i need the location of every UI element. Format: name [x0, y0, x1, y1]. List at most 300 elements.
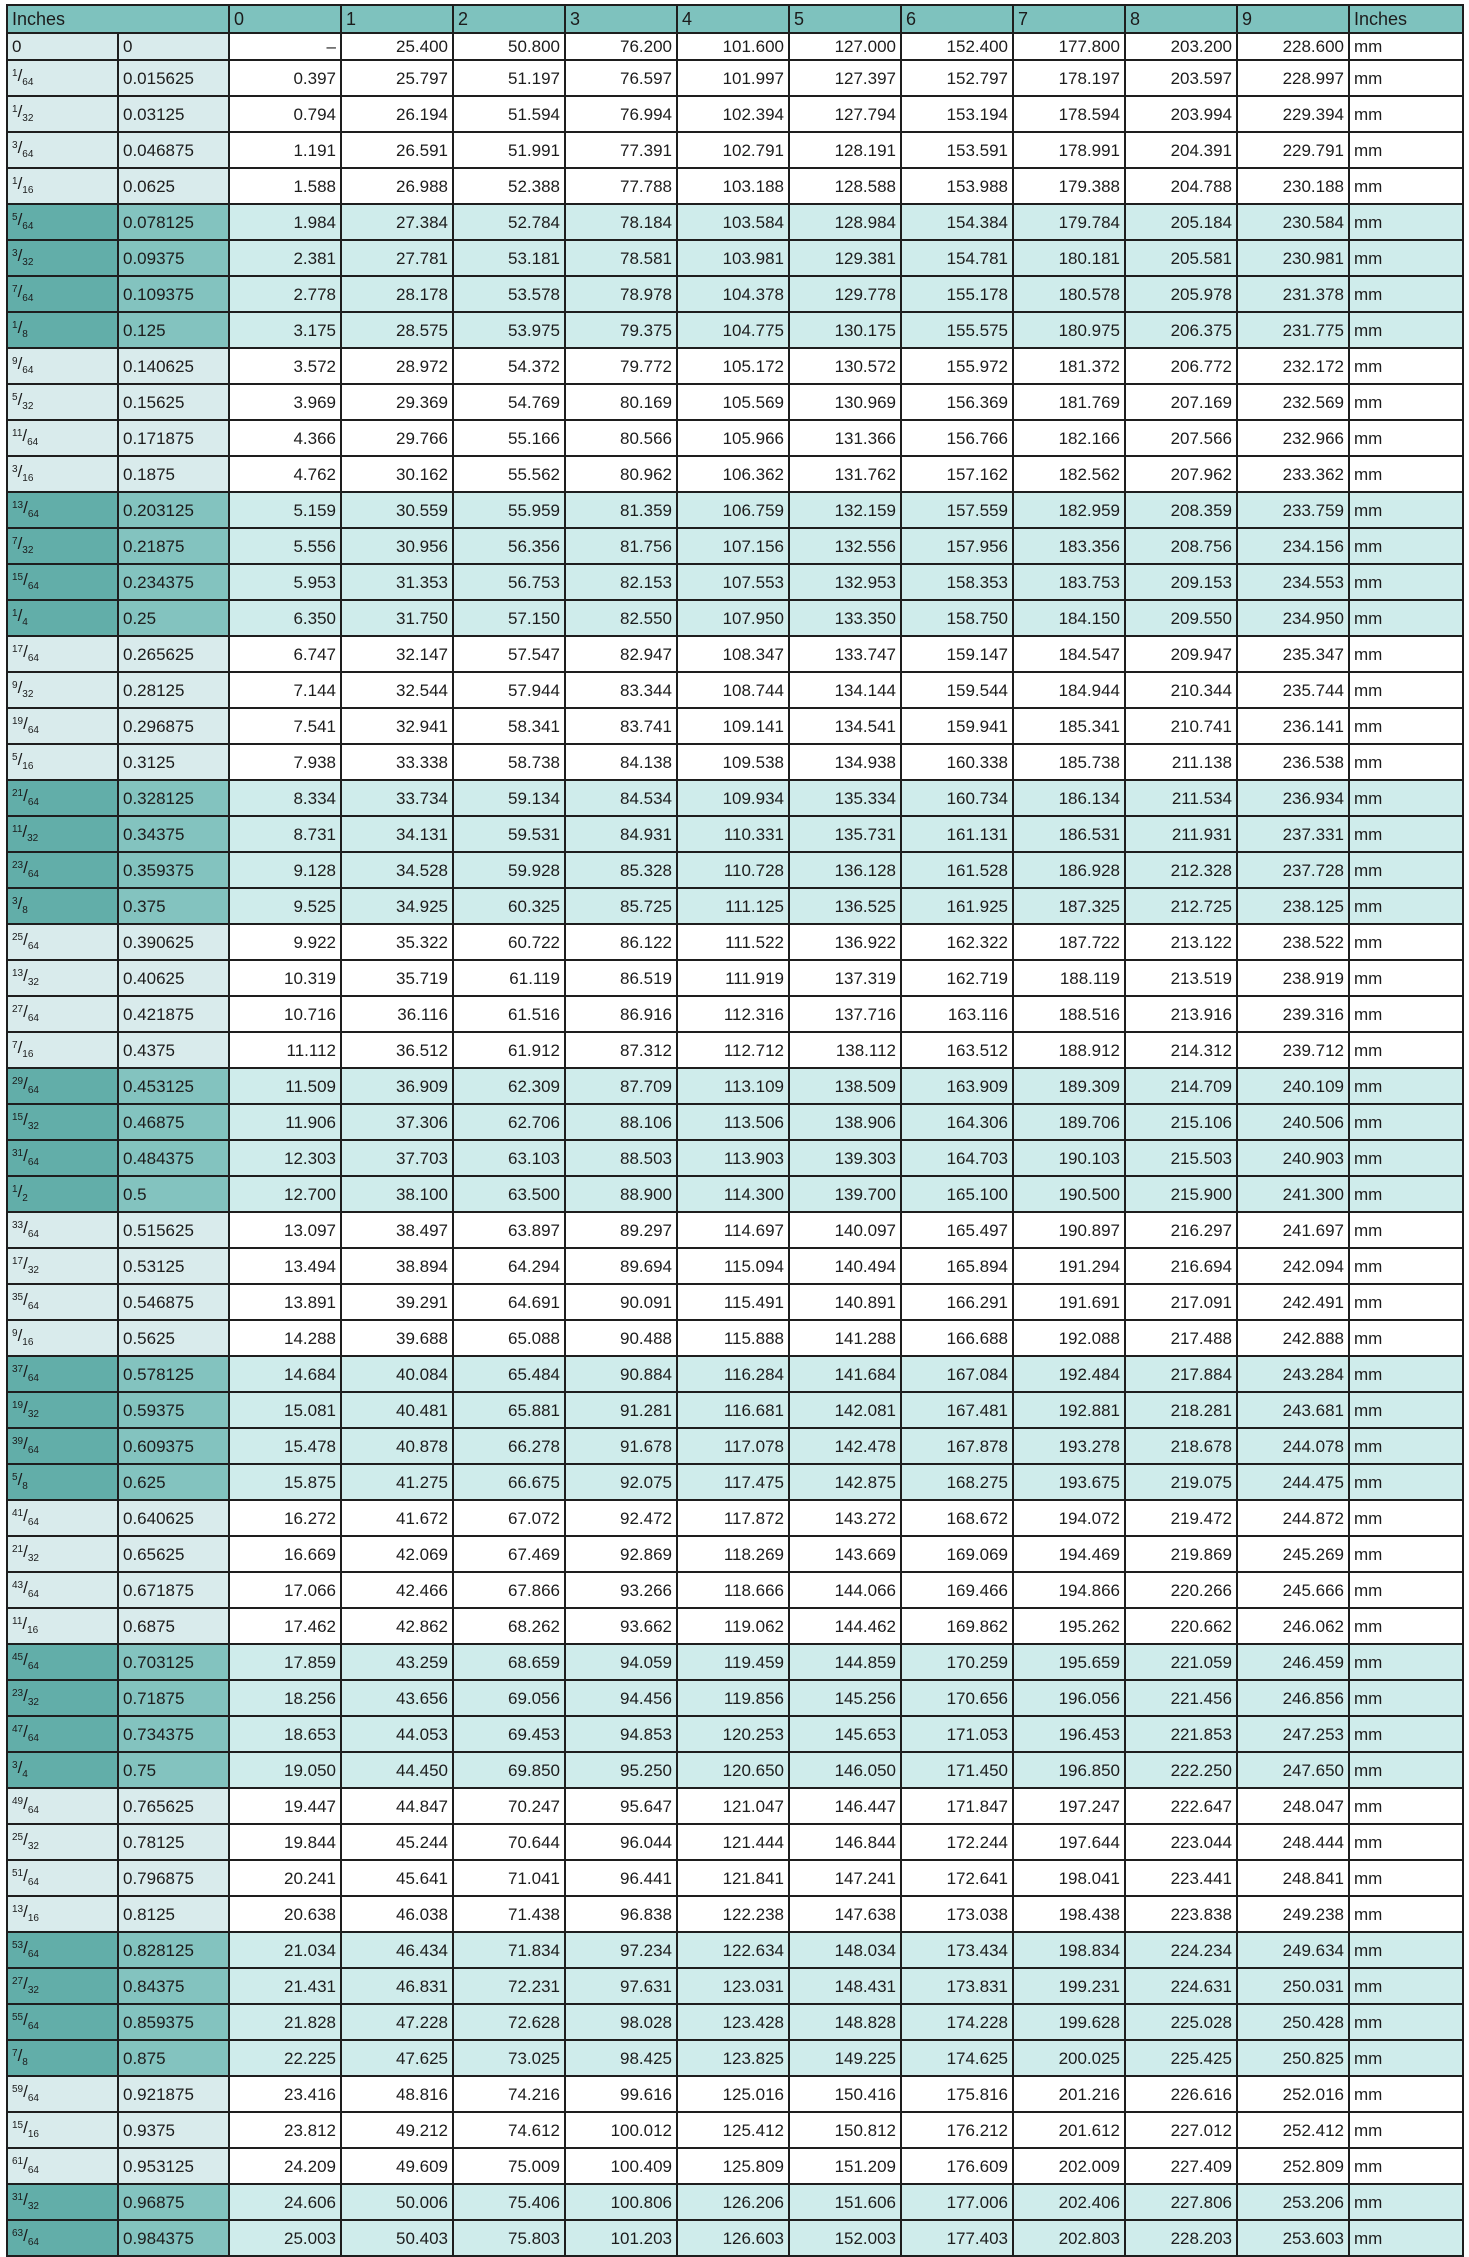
mm-value-cell: 28.972: [341, 348, 453, 384]
mm-value-cell: 9.128: [229, 852, 341, 888]
mm-value-cell: 150.416: [789, 2076, 901, 2112]
mm-value-cell: 25.003: [229, 2220, 341, 2256]
unit-cell: mm: [1349, 1536, 1463, 1572]
mm-value-cell: 240.903: [1237, 1140, 1349, 1176]
fraction-cell: $^{63}/_{64}$: [7, 2220, 118, 2256]
mm-value-cell: 155.972: [901, 348, 1013, 384]
mm-value-cell: 121.047: [677, 1788, 789, 1824]
mm-value-cell: 228.600: [1237, 33, 1349, 60]
mm-value-cell: 28.178: [341, 276, 453, 312]
fraction-cell: $^{43}/_{64}$: [7, 1572, 118, 1608]
mm-value-cell: 43.259: [341, 1644, 453, 1680]
mm-value-cell: 192.088: [1013, 1320, 1125, 1356]
mm-value-cell: 74.216: [453, 2076, 565, 2112]
decimal-cell: 0.46875: [118, 1104, 229, 1140]
mm-value-cell: 114.300: [677, 1176, 789, 1212]
mm-value-cell: 53.578: [453, 276, 565, 312]
mm-value-cell: 200.025: [1013, 2040, 1125, 2076]
mm-value-cell: 17.462: [229, 1608, 341, 1644]
mm-value-cell: 224.234: [1125, 1932, 1237, 1968]
mm-value-cell: 156.766: [901, 420, 1013, 456]
mm-value-cell: 37.306: [341, 1104, 453, 1140]
mm-value-cell: 10.319: [229, 960, 341, 996]
mm-value-cell: 101.600: [677, 33, 789, 60]
mm-value-cell: 32.147: [341, 636, 453, 672]
unit-cell: mm: [1349, 1572, 1463, 1608]
decimal-cell: 0.421875: [118, 996, 229, 1032]
mm-value-cell: 103.188: [677, 168, 789, 204]
mm-value-cell: 106.759: [677, 492, 789, 528]
mm-value-cell: 32.544: [341, 672, 453, 708]
mm-value-cell: 54.372: [453, 348, 565, 384]
fraction-cell: $^{11}/_{32}$: [7, 816, 118, 852]
header-inches-label-right: Inches: [1349, 5, 1463, 33]
fraction-cell: $^{33}/_{64}$: [7, 1212, 118, 1248]
unit-cell: mm: [1349, 960, 1463, 996]
mm-value-cell: 105.569: [677, 384, 789, 420]
mm-value-cell: 109.538: [677, 744, 789, 780]
mm-value-cell: 23.416: [229, 2076, 341, 2112]
mm-value-cell: 166.688: [901, 1320, 1013, 1356]
mm-value-cell: 130.175: [789, 312, 901, 348]
fraction-cell: $^{13}/_{32}$: [7, 960, 118, 996]
fraction-cell: $^1/_4$: [7, 600, 118, 636]
mm-value-cell: 234.156: [1237, 528, 1349, 564]
mm-value-cell: 213.122: [1125, 924, 1237, 960]
mm-value-cell: 2.778: [229, 276, 341, 312]
mm-value-cell: 11.112: [229, 1032, 341, 1068]
table-row: [7, 384, 1463, 420]
mm-value-cell: 169.069: [901, 1536, 1013, 1572]
header-col-8: 8: [1125, 5, 1237, 33]
decimal-cell: 0.359375: [118, 852, 229, 888]
mm-value-cell: 7.144: [229, 672, 341, 708]
mm-value-cell: 53.975: [453, 312, 565, 348]
fraction-cell: $^{53}/_{64}$: [7, 1932, 118, 1968]
decimal-cell: 0.96875: [118, 2184, 229, 2220]
mm-value-cell: 193.675: [1013, 1464, 1125, 1500]
mm-value-cell: 34.925: [341, 888, 453, 924]
mm-value-cell: 65.484: [453, 1356, 565, 1392]
mm-value-cell: 249.634: [1237, 1932, 1349, 1968]
mm-value-cell: 84.138: [565, 744, 677, 780]
header-col-1: 1: [341, 5, 453, 33]
mm-value-cell: 173.038: [901, 1896, 1013, 1932]
mm-value-cell: 18.256: [229, 1680, 341, 1716]
mm-value-cell: 148.431: [789, 1968, 901, 2004]
mm-value-cell: 228.203: [1125, 2220, 1237, 2256]
fraction-cell: $^5/_{32}$: [7, 384, 118, 420]
mm-value-cell: 75.406: [453, 2184, 565, 2220]
decimal-cell: 0: [118, 33, 229, 60]
fraction-cell: $^3/_{64}$: [7, 132, 118, 168]
mm-value-cell: 36.116: [341, 996, 453, 1032]
fraction-cell: $^5/_{16}$: [7, 744, 118, 780]
mm-value-cell: 15.875: [229, 1464, 341, 1500]
mm-value-cell: 146.844: [789, 1824, 901, 1860]
mm-value-cell: 191.691: [1013, 1284, 1125, 1320]
mm-value-cell: 42.069: [341, 1536, 453, 1572]
decimal-cell: 0.484375: [118, 1140, 229, 1176]
mm-value-cell: 40.878: [341, 1428, 453, 1464]
mm-value-cell: 217.091: [1125, 1284, 1237, 1320]
mm-value-cell: 241.697: [1237, 1212, 1349, 1248]
mm-value-cell: 36.512: [341, 1032, 453, 1068]
table-row: [7, 1248, 1463, 1284]
mm-value-cell: 176.212: [901, 2112, 1013, 2148]
mm-value-cell: 190.500: [1013, 1176, 1125, 1212]
mm-value-cell: 0.794: [229, 96, 341, 132]
mm-value-cell: 55.166: [453, 420, 565, 456]
mm-value-cell: 9.922: [229, 924, 341, 960]
unit-cell: mm: [1349, 2040, 1463, 2076]
mm-value-cell: 233.759: [1237, 492, 1349, 528]
mm-value-cell: 122.634: [677, 1932, 789, 1968]
fraction-cell: $^3/_{32}$: [7, 240, 118, 276]
mm-value-cell: 238.919: [1237, 960, 1349, 996]
mm-value-cell: 11.906: [229, 1104, 341, 1140]
mm-value-cell: 40.481: [341, 1392, 453, 1428]
fraction-cell: $^{25}/_{32}$: [7, 1824, 118, 1860]
mm-value-cell: 92.472: [565, 1500, 677, 1536]
mm-value-cell: 137.716: [789, 996, 901, 1032]
mm-value-cell: 72.628: [453, 2004, 565, 2040]
fraction-cell: $^{39}/_{64}$: [7, 1428, 118, 1464]
mm-value-cell: 63.103: [453, 1140, 565, 1176]
decimal-cell: 0.984375: [118, 2220, 229, 2256]
fraction-cell: $^{35}/_{64}$: [7, 1284, 118, 1320]
fraction-cell: $^{17}/_{64}$: [7, 636, 118, 672]
mm-value-cell: 165.100: [901, 1176, 1013, 1212]
mm-value-cell: 7.938: [229, 744, 341, 780]
mm-value-cell: 147.638: [789, 1896, 901, 1932]
mm-value-cell: 121.841: [677, 1860, 789, 1896]
mm-value-cell: 221.853: [1125, 1716, 1237, 1752]
mm-value-cell: 186.531: [1013, 816, 1125, 852]
mm-value-cell: 95.250: [565, 1752, 677, 1788]
mm-value-cell: 203.994: [1125, 96, 1237, 132]
fraction-cell: $^{31}/_{32}$: [7, 2184, 118, 2220]
mm-value-cell: 250.825: [1237, 2040, 1349, 2076]
mm-value-cell: 217.884: [1125, 1356, 1237, 1392]
decimal-cell: 0.875: [118, 2040, 229, 2076]
unit-cell: mm: [1349, 1032, 1463, 1068]
table-row: [7, 2040, 1463, 2076]
unit-cell: mm: [1349, 816, 1463, 852]
mm-value-cell: 76.200: [565, 33, 677, 60]
table-row: [7, 1500, 1463, 1536]
mm-value-cell: 64.294: [453, 1248, 565, 1284]
mm-value-cell: 186.928: [1013, 852, 1125, 888]
mm-value-cell: 108.744: [677, 672, 789, 708]
mm-value-cell: 163.909: [901, 1068, 1013, 1104]
mm-value-cell: 253.206: [1237, 2184, 1349, 2220]
mm-value-cell: 128.588: [789, 168, 901, 204]
mm-value-cell: 131.366: [789, 420, 901, 456]
decimal-cell: 0.546875: [118, 1284, 229, 1320]
mm-value-cell: 78.581: [565, 240, 677, 276]
mm-value-cell: 144.859: [789, 1644, 901, 1680]
decimal-cell: 0.078125: [118, 204, 229, 240]
mm-value-cell: 163.116: [901, 996, 1013, 1032]
header-col-4: 4: [677, 5, 789, 33]
mm-value-cell: 59.531: [453, 816, 565, 852]
mm-value-cell: 12.303: [229, 1140, 341, 1176]
mm-value-cell: 97.631: [565, 1968, 677, 2004]
mm-value-cell: 95.647: [565, 1788, 677, 1824]
mm-value-cell: 159.941: [901, 708, 1013, 744]
mm-value-cell: 120.650: [677, 1752, 789, 1788]
mm-value-cell: 239.712: [1237, 1032, 1349, 1068]
mm-value-cell: 16.272: [229, 1500, 341, 1536]
mm-value-cell: 226.616: [1125, 2076, 1237, 2112]
mm-value-cell: 100.012: [565, 2112, 677, 2148]
decimal-cell: 0.515625: [118, 1212, 229, 1248]
mm-value-cell: 117.475: [677, 1464, 789, 1500]
fraction-cell: $^5/_8$: [7, 1464, 118, 1500]
mm-value-cell: 115.888: [677, 1320, 789, 1356]
mm-value-cell: 173.831: [901, 1968, 1013, 2004]
mm-value-cell: 45.244: [341, 1824, 453, 1860]
unit-cell: mm: [1349, 996, 1463, 1032]
mm-value-cell: 196.453: [1013, 1716, 1125, 1752]
fraction-cell: $^{23}/_{64}$: [7, 852, 118, 888]
mm-value-cell: 5.556: [229, 528, 341, 564]
mm-value-cell: 116.681: [677, 1392, 789, 1428]
decimal-cell: 0.828125: [118, 1932, 229, 1968]
mm-value-cell: 197.644: [1013, 1824, 1125, 1860]
mm-value-cell: 13.494: [229, 1248, 341, 1284]
mm-value-cell: 82.153: [565, 564, 677, 600]
mm-value-cell: 123.825: [677, 2040, 789, 2076]
table-row: [7, 1212, 1463, 1248]
mm-value-cell: 66.278: [453, 1428, 565, 1464]
mm-value-cell: 237.331: [1237, 816, 1349, 852]
mm-value-cell: 177.800: [1013, 33, 1125, 60]
mm-value-cell: 13.097: [229, 1212, 341, 1248]
unit-cell: mm: [1349, 456, 1463, 492]
fraction-cell: $^1/_2$: [7, 1176, 118, 1212]
mm-value-cell: 186.134: [1013, 780, 1125, 816]
mm-value-cell: 107.553: [677, 564, 789, 600]
mm-value-cell: 30.956: [341, 528, 453, 564]
mm-value-cell: 26.194: [341, 96, 453, 132]
mm-value-cell: 198.438: [1013, 1896, 1125, 1932]
mm-value-cell: 52.388: [453, 168, 565, 204]
mm-value-cell: 22.225: [229, 2040, 341, 2076]
mm-value-cell: 100.806: [565, 2184, 677, 2220]
table-row: [7, 348, 1463, 384]
table-row: [7, 168, 1463, 204]
mm-value-cell: 110.331: [677, 816, 789, 852]
mm-value-cell: 24.209: [229, 2148, 341, 2184]
unit-cell: mm: [1349, 636, 1463, 672]
mm-value-cell: 204.391: [1125, 132, 1237, 168]
mm-value-cell: 183.753: [1013, 564, 1125, 600]
fraction-cell: $^{25}/_{64}$: [7, 924, 118, 960]
table-row: [7, 2004, 1463, 2040]
unit-cell: mm: [1349, 852, 1463, 888]
mm-value-cell: 14.288: [229, 1320, 341, 1356]
mm-value-cell: 57.547: [453, 636, 565, 672]
mm-value-cell: 151.209: [789, 2148, 901, 2184]
unit-cell: mm: [1349, 1284, 1463, 1320]
table-row: [7, 492, 1463, 528]
mm-value-cell: 48.816: [341, 2076, 453, 2112]
mm-value-cell: 170.259: [901, 1644, 1013, 1680]
mm-value-cell: 66.675: [453, 1464, 565, 1500]
fraction-cell: $^1/_{32}$: [7, 96, 118, 132]
mm-value-cell: 91.678: [565, 1428, 677, 1464]
mm-value-cell: 59.134: [453, 780, 565, 816]
mm-value-cell: 141.288: [789, 1320, 901, 1356]
mm-value-cell: 41.672: [341, 1500, 453, 1536]
mm-value-cell: 157.162: [901, 456, 1013, 492]
mm-value-cell: 185.738: [1013, 744, 1125, 780]
mm-value-cell: 38.894: [341, 1248, 453, 1284]
mm-value-cell: 221.456: [1125, 1680, 1237, 1716]
mm-value-cell: 220.662: [1125, 1608, 1237, 1644]
decimal-cell: 0.5625: [118, 1320, 229, 1356]
mm-value-cell: 209.550: [1125, 600, 1237, 636]
mm-value-cell: 12.700: [229, 1176, 341, 1212]
mm-value-cell: 79.772: [565, 348, 677, 384]
mm-value-cell: 205.978: [1125, 276, 1237, 312]
fraction-cell: $^{31}/_{64}$: [7, 1140, 118, 1176]
mm-value-cell: 75.803: [453, 2220, 565, 2256]
decimal-cell: 0.8125: [118, 1896, 229, 1932]
mm-value-cell: 176.609: [901, 2148, 1013, 2184]
mm-value-cell: 109.934: [677, 780, 789, 816]
mm-value-cell: 109.141: [677, 708, 789, 744]
mm-value-cell: 152.003: [789, 2220, 901, 2256]
mm-value-cell: 240.109: [1237, 1068, 1349, 1104]
mm-value-cell: 184.150: [1013, 600, 1125, 636]
table-row: [7, 204, 1463, 240]
mm-value-cell: 132.953: [789, 564, 901, 600]
mm-value-cell: 100.409: [565, 2148, 677, 2184]
decimal-cell: 0.015625: [118, 60, 229, 96]
mm-value-cell: 30.559: [341, 492, 453, 528]
mm-value-cell: 50.006: [341, 2184, 453, 2220]
unit-cell: mm: [1349, 1068, 1463, 1104]
mm-value-cell: 77.391: [565, 132, 677, 168]
mm-value-cell: 84.534: [565, 780, 677, 816]
mm-value-cell: 205.184: [1125, 204, 1237, 240]
mm-value-cell: 206.772: [1125, 348, 1237, 384]
mm-value-cell: 80.169: [565, 384, 677, 420]
mm-value-cell: 180.181: [1013, 240, 1125, 276]
mm-value-cell: 242.094: [1237, 1248, 1349, 1284]
mm-value-cell: 118.269: [677, 1536, 789, 1572]
mm-value-cell: 98.028: [565, 2004, 677, 2040]
mm-value-cell: 45.641: [341, 1860, 453, 1896]
mm-value-cell: 228.997: [1237, 60, 1349, 96]
mm-value-cell: 92.075: [565, 1464, 677, 1500]
mm-value-cell: 54.769: [453, 384, 565, 420]
mm-value-cell: 35.719: [341, 960, 453, 996]
mm-value-cell: 46.434: [341, 1932, 453, 1968]
mm-value-cell: 223.838: [1125, 1896, 1237, 1932]
mm-value-cell: 1.588: [229, 168, 341, 204]
mm-value-cell: 13.891: [229, 1284, 341, 1320]
mm-value-cell: 33.734: [341, 780, 453, 816]
mm-value-cell: 248.444: [1237, 1824, 1349, 1860]
mm-value-cell: 25.400: [341, 33, 453, 60]
mm-value-cell: 230.188: [1237, 168, 1349, 204]
mm-value-cell: 19.050: [229, 1752, 341, 1788]
mm-value-cell: 76.994: [565, 96, 677, 132]
mm-value-cell: 26.591: [341, 132, 453, 168]
mm-value-cell: 136.525: [789, 888, 901, 924]
mm-value-cell: 159.544: [901, 672, 1013, 708]
decimal-cell: 0.5: [118, 1176, 229, 1212]
mm-value-cell: 195.659: [1013, 1644, 1125, 1680]
mm-value-cell: 7.541: [229, 708, 341, 744]
fraction-cell: $^{59}/_{64}$: [7, 2076, 118, 2112]
mm-value-cell: 89.297: [565, 1212, 677, 1248]
fraction-cell: $^{15}/_{32}$: [7, 1104, 118, 1140]
mm-value-cell: 231.775: [1237, 312, 1349, 348]
unit-cell: mm: [1349, 780, 1463, 816]
table-row: [7, 996, 1463, 1032]
unit-cell: mm: [1349, 1644, 1463, 1680]
decimal-cell: 0.390625: [118, 924, 229, 960]
mm-value-cell: 114.697: [677, 1212, 789, 1248]
mm-value-cell: 157.559: [901, 492, 1013, 528]
mm-value-cell: 143.272: [789, 1500, 901, 1536]
mm-value-cell: 96.044: [565, 1824, 677, 1860]
decimal-cell: 0.03125: [118, 96, 229, 132]
unit-cell: mm: [1349, 600, 1463, 636]
mm-value-cell: 52.784: [453, 204, 565, 240]
mm-value-cell: 174.228: [901, 2004, 1013, 2040]
mm-value-cell: 166.291: [901, 1284, 1013, 1320]
mm-value-cell: 128.984: [789, 204, 901, 240]
decimal-cell: 0.6875: [118, 1608, 229, 1644]
mm-value-cell: 211.534: [1125, 780, 1237, 816]
mm-value-cell: 112.712: [677, 1032, 789, 1068]
mm-value-cell: 202.406: [1013, 2184, 1125, 2220]
mm-value-cell: 227.409: [1125, 2148, 1237, 2184]
mm-value-cell: 167.878: [901, 1428, 1013, 1464]
mm-value-cell: 162.322: [901, 924, 1013, 960]
mm-value-cell: 6.747: [229, 636, 341, 672]
decimal-cell: 0.65625: [118, 1536, 229, 1572]
mm-value-cell: 223.441: [1125, 1860, 1237, 1896]
mm-value-cell: 115.094: [677, 1248, 789, 1284]
mm-value-cell: 168.275: [901, 1464, 1013, 1500]
mm-value-cell: 61.912: [453, 1032, 565, 1068]
mm-value-cell: 126.603: [677, 2220, 789, 2256]
mm-value-cell: 27.384: [341, 204, 453, 240]
mm-value-cell: 218.281: [1125, 1392, 1237, 1428]
table-row: [7, 456, 1463, 492]
mm-value-cell: 146.050: [789, 1752, 901, 1788]
fraction-cell: $^7/_{32}$: [7, 528, 118, 564]
unit-cell: mm: [1349, 1860, 1463, 1896]
mm-value-cell: 129.778: [789, 276, 901, 312]
decimal-cell: 0.609375: [118, 1428, 229, 1464]
mm-value-cell: 230.584: [1237, 204, 1349, 240]
mm-value-cell: 178.594: [1013, 96, 1125, 132]
mm-value-cell: 143.669: [789, 1536, 901, 1572]
unit-cell: mm: [1349, 1932, 1463, 1968]
mm-value-cell: 18.653: [229, 1716, 341, 1752]
mm-value-cell: 165.894: [901, 1248, 1013, 1284]
mm-value-cell: 56.356: [453, 528, 565, 564]
mm-value-cell: 67.072: [453, 1500, 565, 1536]
